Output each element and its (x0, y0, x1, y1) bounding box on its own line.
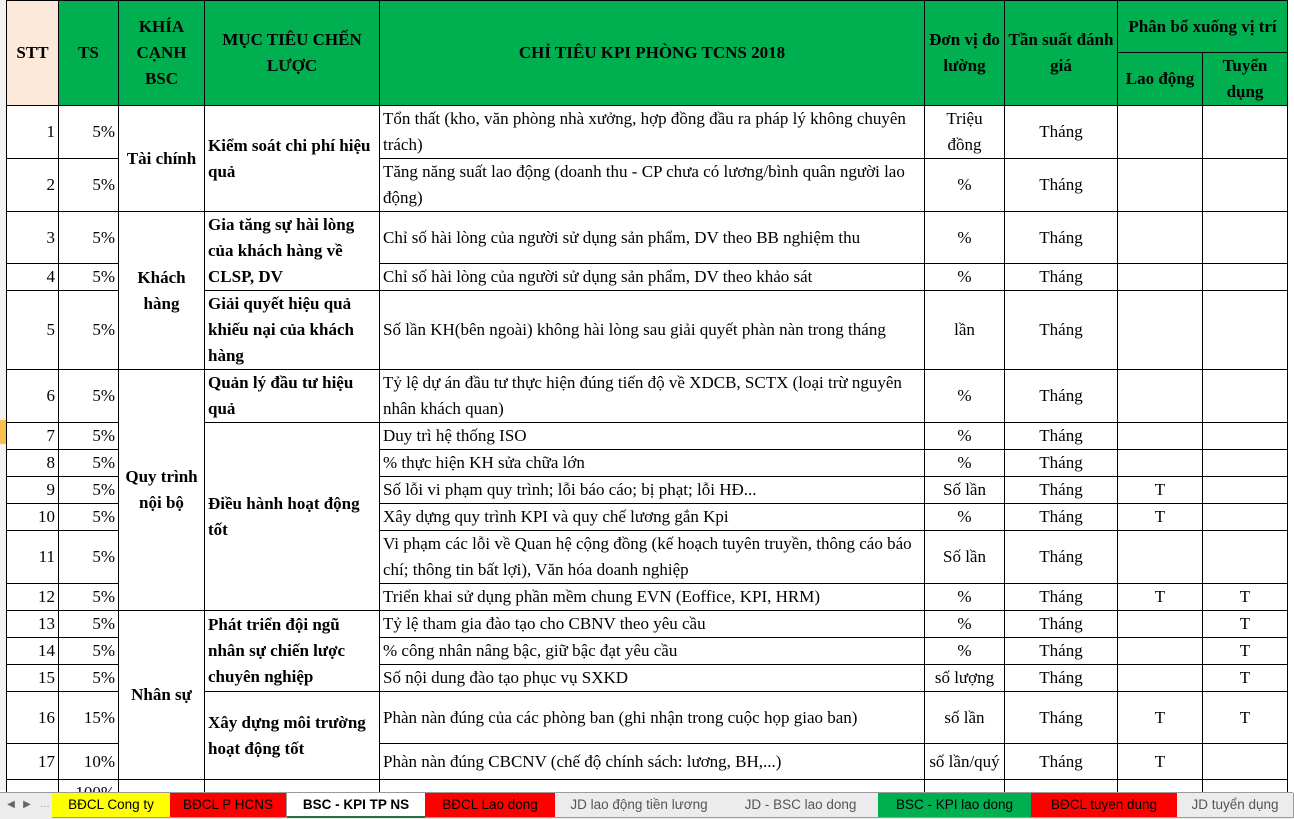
header-objective[interactable]: MỤC TIÊU CHẾN LƯỢC (205, 1, 380, 106)
recruit-cell[interactable]: T (1203, 692, 1288, 744)
objective-cell[interactable]: Xây dựng môi trường hoạt động tốt (205, 692, 380, 780)
header-stt[interactable]: STT (7, 1, 59, 106)
frequency-cell[interactable]: Tháng (1005, 665, 1118, 692)
table-row (7, 106, 1288, 159)
kpi-cell[interactable]: Số lần KH(bên ngoài) không hài lòng sau giải quyết phàn nàn trong tháng (380, 291, 925, 370)
ts-cell[interactable]: 5% (59, 504, 119, 531)
stt-cell[interactable]: 15 (7, 665, 59, 692)
unit-cell[interactable]: số lượng (925, 665, 1005, 692)
frequency-cell[interactable]: Tháng (1005, 611, 1118, 638)
unit-cell[interactable]: % (925, 212, 1005, 264)
labor-cell[interactable] (1118, 159, 1203, 212)
header-aspect[interactable]: KHÍA CẠNH BSC (119, 1, 205, 106)
stt-cell[interactable]: 9 (7, 477, 59, 504)
stt-cell[interactable]: 1 (7, 106, 59, 159)
labor-cell[interactable] (1118, 423, 1203, 450)
recruit-cell[interactable] (1203, 744, 1288, 780)
unit-cell[interactable]: số lần/quý (925, 744, 1005, 780)
stt-cell[interactable]: 6 (7, 370, 59, 423)
kpi-cell[interactable]: Tỷ lệ tham gia đào tạo cho CBNV theo yêu cầu (380, 611, 925, 638)
ts-cell[interactable]: 5% (59, 450, 119, 477)
recruit-cell[interactable] (1203, 450, 1288, 477)
labor-cell[interactable]: T (1118, 692, 1203, 744)
ts-cell[interactable]: 5% (59, 370, 119, 423)
labor-cell[interactable] (1118, 212, 1203, 264)
labor-cell[interactable] (1118, 450, 1203, 477)
labor-cell[interactable] (1118, 106, 1203, 159)
ts-cell[interactable]: 15% (59, 692, 119, 744)
more-sheets-icon[interactable]: … (40, 799, 50, 810)
stt-cell[interactable]: 16 (7, 692, 59, 744)
recruit-cell[interactable]: T (1203, 665, 1288, 692)
labor-cell[interactable]: T (1118, 584, 1203, 611)
labor-cell[interactable] (1118, 264, 1203, 291)
header-allocation[interactable]: Phân bổ xuống vị trí (1118, 1, 1288, 53)
stt-cell[interactable]: 17 (7, 744, 59, 780)
frequency-cell[interactable]: Tháng (1005, 504, 1118, 531)
kpi-cell[interactable]: Tổn thất (kho, văn phòng nhà xưởng, hợp đồng đầu ra pháp lý không chuyên trách) (380, 106, 925, 159)
frequency-cell[interactable]: Tháng (1005, 692, 1118, 744)
unit-cell[interactable]: % (925, 450, 1005, 477)
frequency-cell[interactable]: Tháng (1005, 423, 1118, 450)
labor-cell[interactable] (1118, 291, 1203, 370)
stt-cell[interactable]: 11 (7, 531, 59, 584)
recruit-cell[interactable] (1203, 291, 1288, 370)
ts-cell[interactable]: 5% (59, 611, 119, 638)
table-row (7, 370, 1288, 423)
stt-cell[interactable]: 12 (7, 584, 59, 611)
objective-cell[interactable]: Gia tăng sự hài lòng của khách hàng về CLSP, DV (205, 212, 380, 291)
recruit-cell[interactable] (1203, 106, 1288, 159)
frequency-cell[interactable]: Tháng (1005, 531, 1118, 584)
ts-cell[interactable]: 5% (59, 665, 119, 692)
recruit-cell[interactable] (1203, 370, 1288, 423)
aspect-cell[interactable]: Nhân sự (119, 611, 205, 780)
sheet-tab[interactable]: BĐCL P HCNS (170, 793, 287, 818)
kpi-cell[interactable]: Triển khai sử dụng phần mềm chung EVN (Eoffice, KPI, HRM) (380, 584, 925, 611)
next-sheet-icon[interactable]: ▶ (23, 799, 31, 810)
ts-cell[interactable]: 5% (59, 159, 119, 212)
kpi-cell[interactable]: Vi phạm các lỗi về Quan hệ cộng đồng (kế hoạch tuyên truyền, thông cáo báo chí; thông tin bất lợi), Văn hóa doanh nghiệp (380, 531, 925, 584)
frequency-cell[interactable]: Tháng (1005, 450, 1118, 477)
kpi-cell[interactable]: Số nội dung đào tạo phục vụ SXKD (380, 665, 925, 692)
unit-cell[interactable]: % (925, 370, 1005, 423)
kpi-cell[interactable]: % công nhân nâng bậc, giữ bậc đạt yêu cầu (380, 638, 925, 665)
header-labor[interactable]: Lao động (1118, 53, 1203, 106)
frequency-cell[interactable]: Tháng (1005, 370, 1118, 423)
recruit-cell[interactable] (1203, 212, 1288, 264)
recruit-cell[interactable] (1203, 264, 1288, 291)
labor-cell[interactable]: T (1118, 477, 1203, 504)
aspect-cell[interactable]: Quy trình nội bộ (119, 370, 205, 611)
kpi-cell[interactable]: % thực hiện KH sửa chữa lớn (380, 450, 925, 477)
table-row (7, 212, 1288, 264)
kpi-cell[interactable]: Chỉ số hài lòng của người sử dụng sản phẩm, DV theo khảo sát (380, 264, 925, 291)
table-row (7, 611, 1288, 638)
unit-cell[interactable]: % (925, 504, 1005, 531)
unit-cell[interactable]: % (925, 264, 1005, 291)
unit-cell[interactable]: % (925, 638, 1005, 665)
labor-cell[interactable]: T (1118, 504, 1203, 531)
labor-cell[interactable] (1118, 370, 1203, 423)
sheet-tab[interactable]: BSC - KPI TP NS (287, 793, 426, 818)
ts-cell[interactable]: 5% (59, 584, 119, 611)
frequency-cell[interactable]: Tháng (1005, 584, 1118, 611)
recruit-cell[interactable]: T (1203, 584, 1288, 611)
unit-cell[interactable]: % (925, 584, 1005, 611)
kpi-cell[interactable]: Duy trì hệ thống ISO (380, 423, 925, 450)
stt-cell[interactable]: 3 (7, 212, 59, 264)
kpi-cell[interactable]: Xây dựng quy trình KPI và quy chế lương gắn Kpi (380, 504, 925, 531)
header-kpi[interactable]: CHỈ TIÊU KPI PHÒNG TCNS 2018 (380, 1, 925, 106)
recruit-cell[interactable]: T (1203, 638, 1288, 665)
frequency-cell[interactable]: Tháng (1005, 638, 1118, 665)
recruit-cell[interactable] (1203, 423, 1288, 450)
sheet-tab-bar (0, 792, 1293, 819)
sheet-tab[interactable]: BĐCL tuyen dung (1031, 793, 1178, 818)
labor-cell[interactable] (1118, 638, 1203, 665)
stt-cell[interactable]: 14 (7, 638, 59, 665)
sheet-tab[interactable]: BĐCL Lao dong (425, 793, 556, 818)
recruit-cell[interactable] (1203, 531, 1288, 584)
objective-cell[interactable]: Phát triển đội ngũ nhân sự chiến lược chuyên nghiệp (205, 611, 380, 692)
unit-cell[interactable]: Số lần (925, 531, 1005, 584)
unit-cell[interactable]: Triệu đồng (925, 106, 1005, 159)
recruit-cell[interactable]: T (1203, 611, 1288, 638)
labor-cell[interactable] (1118, 665, 1203, 692)
unit-cell[interactable]: Số lần (925, 477, 1005, 504)
recruit-cell[interactable] (1203, 504, 1288, 531)
stt-cell[interactable]: 2 (7, 159, 59, 212)
kpi-cell[interactable]: Chỉ số hài lòng của người sử dụng sản phẩm, DV theo BB nghiệm thu (380, 212, 925, 264)
frequency-cell[interactable]: Tháng (1005, 291, 1118, 370)
unit-cell[interactable]: % (925, 159, 1005, 212)
ts-cell[interactable]: 10% (59, 744, 119, 780)
kpi-table (6, 0, 1288, 807)
ts-cell[interactable]: 5% (59, 106, 119, 159)
header-unit[interactable]: Đơn vị đo lường (925, 1, 1005, 106)
frequency-cell[interactable]: Tháng (1005, 212, 1118, 264)
kpi-cell[interactable]: Phàn nàn đúng của các phòng ban (ghi nhận trong cuộc họp giao ban) (380, 692, 925, 744)
kpi-cell[interactable]: Số lỗi vi phạm quy trình; lỗi báo cáo; bị phạt; lỗi HĐ... (380, 477, 925, 504)
ts-cell[interactable]: 5% (59, 212, 119, 264)
sheet-tab[interactable]: JD - BSC lao dong (723, 793, 879, 818)
sheet-tab[interactable]: JD lao động tiền lương (555, 793, 724, 818)
unit-cell[interactable]: số lần (925, 692, 1005, 744)
frequency-cell[interactable]: Tháng (1005, 744, 1118, 780)
stt-cell[interactable]: 10 (7, 504, 59, 531)
objective-cell[interactable]: Điều hành hoạt động tốt (205, 423, 380, 611)
ts-cell[interactable]: 5% (59, 264, 119, 291)
frequency-cell[interactable]: Tháng (1005, 106, 1118, 159)
stt-cell[interactable]: 13 (7, 611, 59, 638)
ts-cell[interactable]: 5% (59, 423, 119, 450)
stt-cell[interactable]: 7 (7, 423, 59, 450)
recruit-cell[interactable] (1203, 477, 1288, 504)
ts-cell[interactable]: 5% (59, 638, 119, 665)
recruit-cell[interactable] (1203, 159, 1288, 212)
stt-cell[interactable]: 8 (7, 450, 59, 477)
stt-cell[interactable]: 5 (7, 291, 59, 370)
sheet-tab[interactable]: JD tuyển dụng (1177, 793, 1294, 818)
sheet-tab[interactable]: BSC - KPI lao dong (878, 793, 1032, 818)
ts-cell[interactable]: 5% (59, 477, 119, 504)
frequency-cell[interactable]: Tháng (1005, 159, 1118, 212)
kpi-cell[interactable]: Tăng năng suất lao động (doanh thu - CP chưa có lương/bình quân người lao động) (380, 159, 925, 212)
prev-sheet-icon[interactable]: ◀ (7, 799, 15, 810)
unit-cell[interactable]: % (925, 423, 1005, 450)
ts-cell[interactable]: 5% (59, 291, 119, 370)
frequency-cell[interactable]: Tháng (1005, 264, 1118, 291)
aspect-cell[interactable]: Tài chính (119, 106, 205, 212)
frequency-cell[interactable]: Tháng (1005, 477, 1118, 504)
stt-cell[interactable]: 4 (7, 264, 59, 291)
labor-cell[interactable]: T (1118, 744, 1203, 780)
sheet-tab[interactable]: BĐCL Cong ty (52, 793, 171, 818)
objective-cell[interactable]: Kiểm soát chi phí hiệu quả (205, 106, 380, 212)
unit-cell[interactable]: % (925, 611, 1005, 638)
header-ts[interactable]: TS (59, 1, 119, 106)
objective-cell[interactable]: Giải quyết hiệu quả khiếu nại của khách hàng (205, 291, 380, 370)
kpi-cell[interactable]: Phàn nàn đúng CBCNV (chế độ chính sách: lương, BH,...) (380, 744, 925, 780)
unit-cell[interactable]: lần (925, 291, 1005, 370)
header-recruit[interactable]: Tuyển dụng (1203, 53, 1288, 106)
objective-cell[interactable]: Quản lý đầu tư hiệu quả (205, 370, 380, 423)
labor-cell[interactable] (1118, 611, 1203, 638)
kpi-cell[interactable]: Tỷ lệ dự án đầu tư thực hiện đúng tiến độ về XDCB, SCTX (loại trừ nguyên nhân khách quan) (380, 370, 925, 423)
aspect-cell[interactable]: Khách hàng (119, 212, 205, 370)
labor-cell[interactable] (1118, 531, 1203, 584)
ts-cell[interactable]: 5% (59, 531, 119, 584)
header-frequency[interactable]: Tần suất đánh giá (1005, 1, 1118, 106)
